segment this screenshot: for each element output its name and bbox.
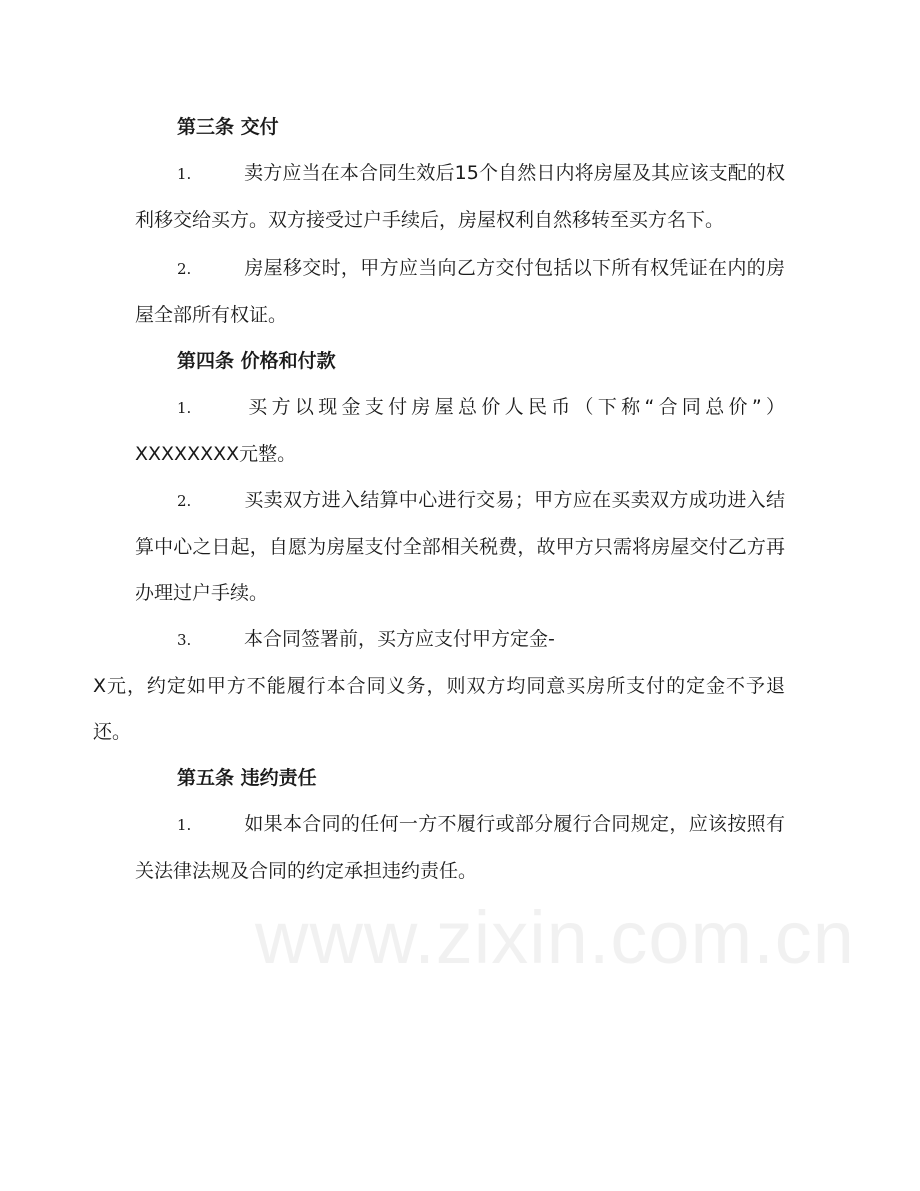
article-4-item-2 [135,477,785,616]
item-number: 1. [177,399,192,417]
item-text: 房屋移交时，甲方应当向乙方交付包括以下所有权凭证在内的房屋全部所有权证。 [135,257,785,326]
article-4-heading: 第四条 价格和付款 [177,350,336,372]
article-5-heading: 第五条 违约责任 [177,767,317,789]
watermark: www.zixin.com.cn [255,896,855,979]
article-4-item-1 [135,384,785,477]
item-text: 如果本合同的任何一方不履行或部分履行合同规定，应该按照有关法律法规及合同的约定承担违约责任。 [135,813,785,882]
article-3-item-2 [135,245,785,338]
item-text: 买卖双方进入结算中心进行交易；甲方应在买卖双方成功进入结算中心之日起，自愿为房屋支付全部相关税费，故甲方只需将房屋交付乙方再办理过户手续。 [135,489,785,604]
item-text: 卖方应当在本合同生效后15个自然日内将房屋及其应该支配的权利移交给买方。双方接受过户手续后，房屋权利自然移转至买方名下。 [135,162,785,231]
item-number: 2. [177,492,192,510]
item-text-line1: 本合同签署前，买方应支付甲方定金- [244,628,555,650]
item-text-rest: X元，约定如甲方不能履行本合同义务，则双方均同意买房所支付的定金不予退还。 [93,675,785,743]
article-3-heading: 第三条 交付 [177,116,279,138]
item-number: 1. [177,165,192,183]
item-text: 买方以现金支付房屋总价人民币（下称“合同总价”）XXXXXXXX元整。 [135,396,785,465]
item-number: 2. [177,260,192,278]
article-3-item-1 [135,150,785,243]
item-number: 1. [177,816,192,834]
article-4-item-3 [93,616,785,755]
document-body [93,104,785,894]
item-number: 3. [177,631,192,649]
article-5-item-1 [135,801,785,894]
